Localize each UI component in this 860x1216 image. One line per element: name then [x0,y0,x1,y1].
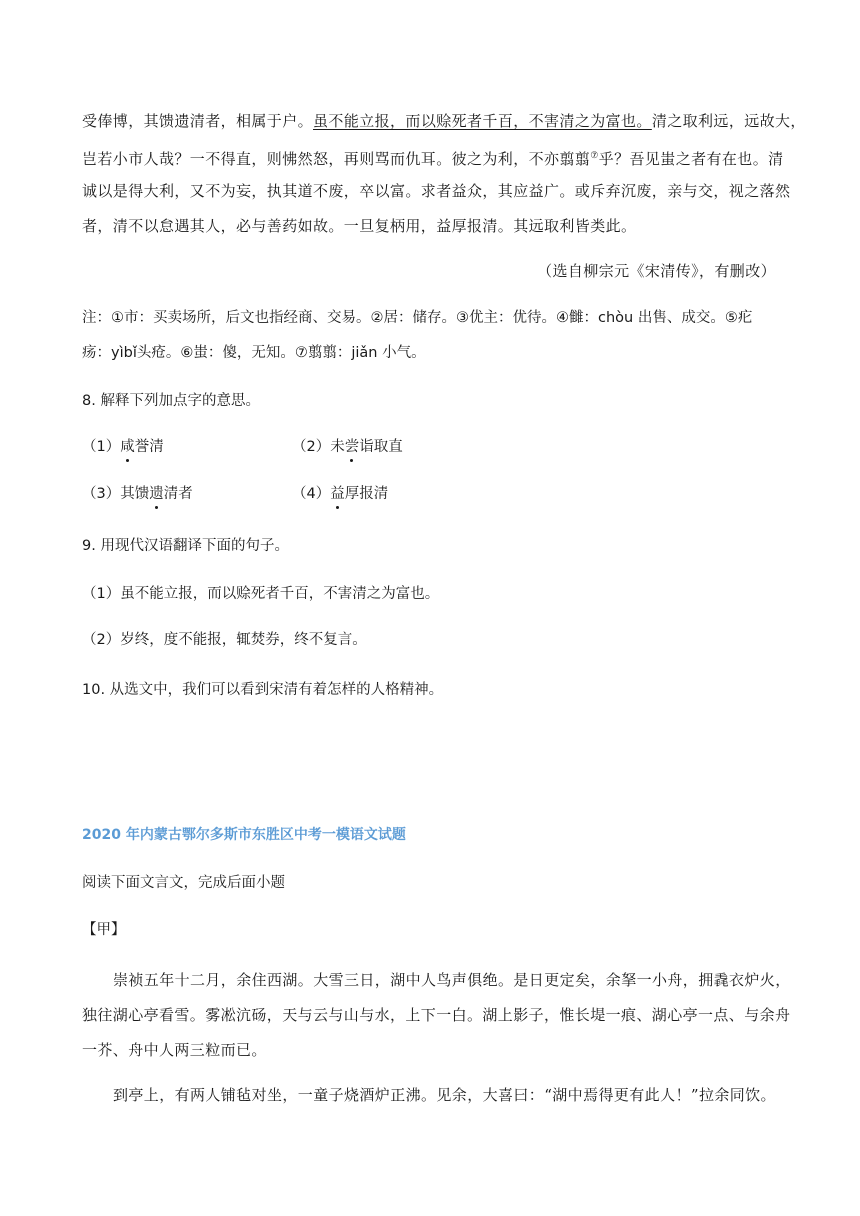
item-number: （2）未 [292,439,345,455]
passage-text: 乎？吾见蚩之者有在也。清 [598,150,784,168]
section-heading: 2020 年内蒙古鄂尔多斯市东胜区中考一模语文试题 [82,827,406,843]
passage-text: 受俸博，其馈遗清者，相属于户。 [82,112,314,130]
question-8-item-1 [82,437,164,457]
question-9-sentence-1: （1）虽不能立报，而以赊死者千百，不害清之为富也。 [82,586,440,602]
passage-line-4: 者，清不以怠遇其人，必与善药如故。一旦复柄用，益厚报清。其远取利皆类此。 [82,217,637,235]
question-9-sentence-2: （2）岁终，度不能报，辄焚券，终不复言。 [82,632,367,648]
dotted-char: 咸 [120,439,135,455]
item-text: 诣取直 [359,439,403,455]
jia-para2-line1: 到亭上，有两人铺毡对坐，一童子烧酒炉正沸。见余，大喜曰：“湖中焉得更有此人！”拉余同饮。 [113,1086,776,1104]
passage-source: （选自柳宗元《宋清传》，有删改） [537,262,776,280]
passage-text: 清之取利远，远故大， [651,112,806,130]
item-text: 清者 [163,486,193,502]
passage-line-2 [82,146,784,169]
question-8-title: 8. 解释下列加点字的意思。 [82,393,260,409]
passage-line-1 [82,111,806,131]
jia-para1-line1: 崇祯五年十二月，余住西湖。大雪三日，湖中人鸟声俱绝。是日更定矣，余拏一小舟，拥毳衣炉火， [113,971,791,989]
dotted-char: 益 [330,486,345,502]
question-8-item-3 [82,484,193,504]
question-9-title: 9. 用现代汉语翻译下面的句子。 [82,538,289,554]
item-number: （4） [292,486,331,502]
passage-label: 【甲】 [82,922,126,938]
underlined-sentence: 虽不能立报，而以赊死者千百，不害清之为富也。 [313,112,652,130]
item-number: （1） [82,439,121,455]
notes-line-2: 疡：yìbǐ头疮。⑥蚩：傻，无知。⑦翦翦：jiǎn 小气。 [82,345,426,361]
question-8-item-2 [292,437,403,457]
item-text: 厚报清 [344,486,389,502]
question-8-item-4 [292,484,388,504]
item-number: （3）其馈 [82,486,150,502]
question-10-title: 10. 从选文中，我们可以看到宋清有着怎样的人格精神。 [82,682,444,698]
footnote-marker: ⑦ [590,151,599,161]
section-instruction: 阅读下面文言文，完成后面小题 [82,875,285,891]
dotted-char: 遗 [149,486,164,502]
passage-text: 岂若小市人哉？一不得直，则怫然怒，再则骂而仇耳。彼之为利，不亦翦翦 [82,150,591,168]
item-text: 誉清 [134,439,164,455]
dotted-char: 尝 [344,439,360,455]
notes-line-1: 注：①市：买卖场所，后文也指经商、交易。②居：储存。③优主：优待。④雠：chòu 出售、成交。⑤疕 [82,310,753,326]
passage-line-3: 诚以是得大利，又不为妄，执其道不废，卒以富。求者益众，其应益广。或斥弃沉废，亲与交，视之落然 [82,182,791,200]
jia-para1-line2: 独往湖心亭看雪。雾凇沆砀，天与云与山与水，上下一白。湖上影子，惟长堤一痕、湖心亭一点、与余舟 [82,1006,791,1024]
jia-para1-line3: 一芥、舟中人两三粒而已。 [82,1041,267,1059]
